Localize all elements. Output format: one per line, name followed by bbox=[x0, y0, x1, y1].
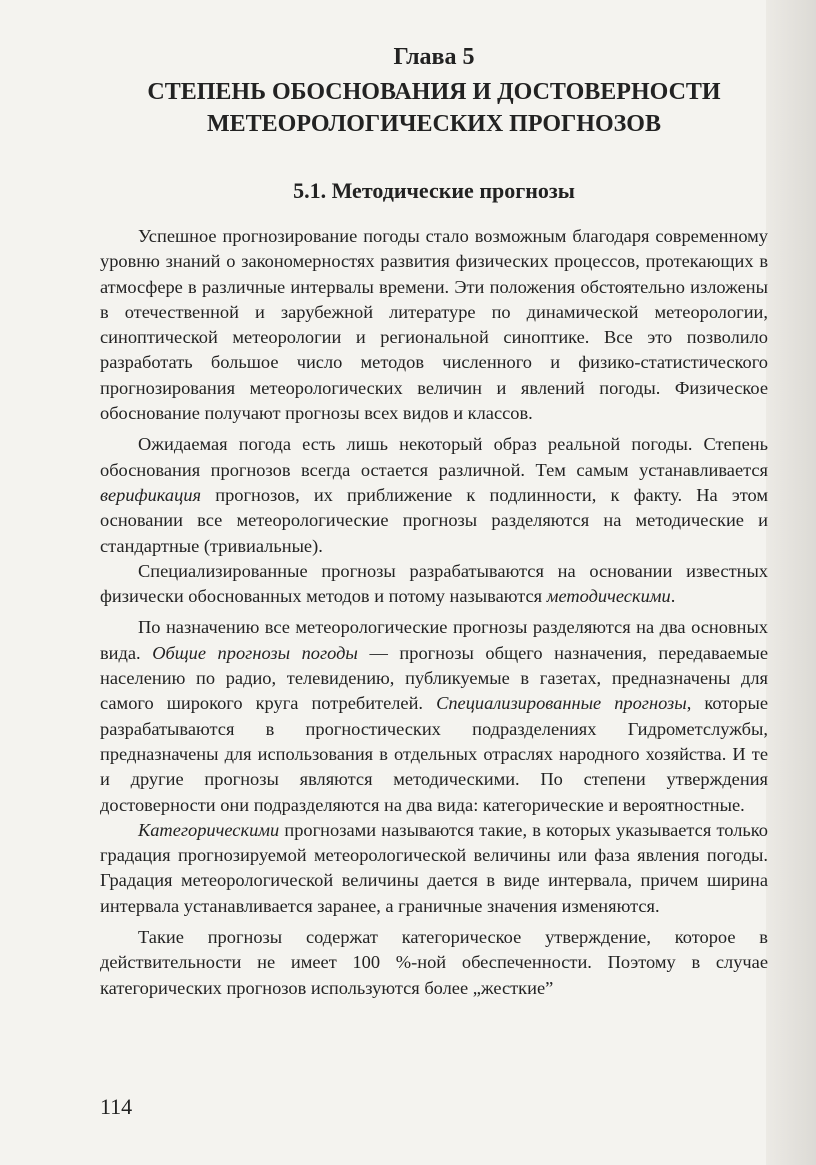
paragraph-5-text-b: прогнозами называются такие, в которых указывается только градация прогнозируемой метеорологической величины или фаза явления погоды. Градация метеорологической величины дается в виде интервала, причем ширина интервала устанавливается заранее, а граничные значения изменяются. bbox=[100, 819, 768, 916]
paragraph-3-text-a: Специализированные прогнозы разрабатываются на основании известных физически обоснованных методов и потому называются bbox=[100, 560, 768, 607]
paragraph-4-text-a: По назначению все метеорологические прогнозы разделяются на два основных вида. bbox=[100, 617, 768, 663]
paragraph-4 bbox=[100, 615, 768, 817]
paragraph-5 bbox=[100, 818, 768, 919]
paragraph-2-text-b: прогнозов, их приближение к подлинности, к факту. На этом основании все метеорологические прогнозы разделяются на методические и стандартные (тривиальные). bbox=[100, 484, 768, 556]
paragraph-2 bbox=[100, 432, 768, 558]
paragraph-2-text-a: Ожидаемая погода есть лишь некоторый образ реальной погоды. Степень обоснования прогнозов всегда остается различной. Тем самым устанавливается bbox=[100, 434, 768, 480]
chapter-title-line1: СТЕПЕНЬ ОБОСНОВАНИЯ И ДОСТОВЕРНОСТИ bbox=[147, 79, 721, 105]
page-edge-shadow bbox=[766, 0, 816, 1165]
paragraph-1: Успешное прогнозирование погоды стало возможным благодаря современному уровню знаний о закономерностях развития физических процессов, протекающих в атмосфере в различные интервалы времени. Эти положения обстоятельно изложены в отечественной и зарубежной литературе по динамической метеорологии, синоптической метеорологии и региональной синоптике. Все это позволило разработать большое число методов численного и физико-статистического прогнозирования метеорологических величин и явлений погоды. Физическое обоснование получают прогнозы всех видов и классов. bbox=[100, 226, 768, 424]
page-number: 114 bbox=[100, 1094, 133, 1119]
paragraph-4-text-b: — прогнозы общего назначения, передаваемые населению по радио, телевидению, публикуемые в газетах, предназначены для самого широкого круга потребителей. bbox=[100, 642, 768, 714]
paragraph-4-emphasis-2: Специализированные прогнозы bbox=[436, 693, 687, 714]
paragraph-2-emphasis: верификация bbox=[100, 484, 202, 505]
paragraph-3-emphasis: методическими bbox=[546, 586, 671, 607]
section-title: 5.1. Методические прогнозы bbox=[293, 178, 575, 203]
chapter-title-line2: МЕТЕОРОЛОГИЧЕСКИХ ПРОГНОЗОВ bbox=[207, 111, 661, 137]
chapter-title bbox=[100, 76, 768, 140]
paragraph-3 bbox=[100, 559, 768, 610]
paragraph-6: Такие прогнозы содержат категорическое утверждение, которое в действительности не имеет 100 %-ной обеспеченности. Поэтому в случае категорических прогнозов используются более „жесткие” bbox=[100, 927, 768, 998]
chapter-label: Глава 5 bbox=[393, 44, 475, 70]
paragraph-5-emphasis: Категорическими bbox=[138, 819, 280, 840]
paragraph-3-text-b: . bbox=[670, 586, 676, 607]
paragraph-4-text-c: , которые разрабатываются в прогностических подразделениях Гидрометслужбы, предназначены для использования в отдельных отраслях народного хозяйства. И те и другие прогнозы являются методическими. По степени утверждения достоверности они подразделяются на два вида: категорические и вероятностные. bbox=[100, 693, 768, 815]
book-page bbox=[100, 40, 768, 1007]
paragraph-4-emphasis-1: Общие прогнозы погоды bbox=[152, 642, 358, 663]
